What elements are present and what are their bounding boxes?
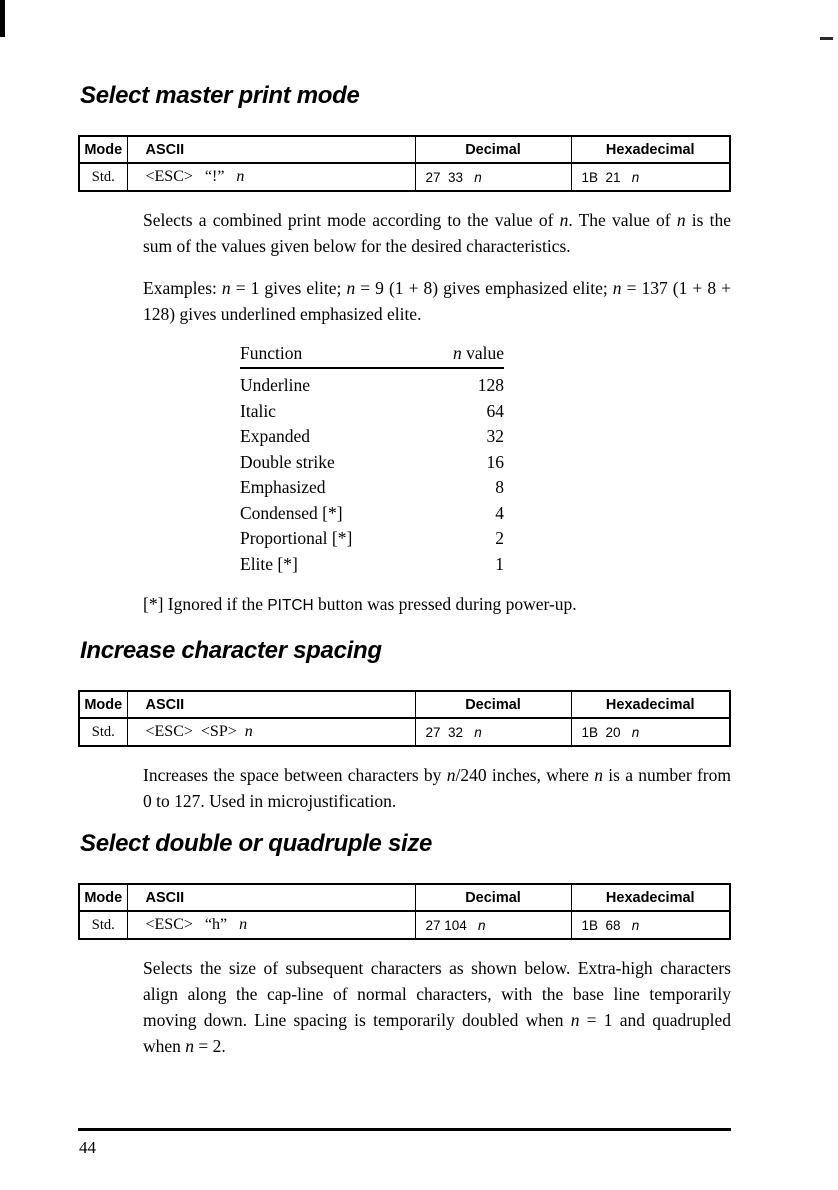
footnote: [*] Ignored if the PITCH button was pressed during power-up. [143, 594, 577, 614]
fn-cell-value: 8 [495, 477, 504, 497]
paragraph: Examples: n = 1 gives elite; n = 9 (1 + 8) gives emphasized elite; n = 137 (1 + 8 + 128) gives underlined emphasized elite. [143, 278, 732, 324]
paragraph: Increases the space between characters by n/240 inches, where n is a number from 0 to 127. Used in microjustification. [143, 765, 731, 811]
section-heading: Select double or quadruple size [80, 830, 433, 857]
command-table [78, 690, 731, 747]
table-row [79, 911, 730, 939]
cell-hexadecimal: 1B 68 n [571, 911, 730, 939]
fn-cell-function: Condensed [*] [240, 502, 343, 523]
cell-mode: Std. [91, 916, 115, 933]
paragraph: Selects the size of subsequent characters as shown below. Extra-high characters align along the cap-line of normal characters, with the base line temporarily moving down. Line spacing is temporarily doubled when n = 1 and quadrupled when n = 2. [143, 958, 731, 1056]
footer-rule [78, 1128, 731, 1131]
cell-hexadecimal: 1B 20 n [571, 718, 730, 746]
fn-cell-function: Emphasized [240, 477, 326, 497]
col-header-decimal: Decimal [415, 691, 571, 718]
fn-cell-value: 16 [486, 451, 504, 472]
fn-cell-function: Proportional [*] [240, 528, 353, 548]
fn-cell-function: Italic [240, 400, 276, 421]
fn-cell-value: 64 [486, 400, 504, 421]
function-table-row [240, 368, 504, 399]
command-table [78, 883, 731, 940]
table-header-row [79, 136, 730, 163]
fn-cell-value: 128 [477, 375, 504, 395]
col-header-ascii: ASCII [127, 136, 415, 163]
col-header-hexadecimal: Hexadecimal [571, 136, 730, 163]
col-header-hexadecimal: Hexadecimal [571, 691, 730, 718]
col-header-ascii: ASCII [127, 691, 415, 718]
fn-cell-function: Expanded [240, 426, 310, 446]
cell-mode: Std. [91, 723, 115, 740]
table-row [79, 163, 730, 191]
col-header-decimal: Decimal [415, 136, 571, 163]
col-header-decimal: Decimal [415, 884, 571, 911]
function-table-row [240, 399, 504, 425]
scan-artifact-right [820, 37, 833, 40]
cell-ascii: <ESC> “!” n [127, 163, 415, 191]
function-table-row [240, 501, 504, 527]
function-table-header-row [240, 343, 504, 368]
table-header-row [79, 884, 730, 911]
cell-decimal: 27 33 n [415, 163, 571, 191]
function-table-row [240, 552, 504, 578]
scan-artifact-left [0, 0, 5, 37]
fn-header-n-value: n value [436, 343, 504, 368]
section-master-print-mode [78, 82, 731, 619]
paragraph: Selects a combined print mode according to the value of n. The value of n is the sum of the values given below for the desired characteristics. [143, 210, 731, 256]
cell-ascii: <ESC> <SP> n [127, 718, 415, 746]
fn-cell-function: Elite [*] [240, 553, 298, 574]
page-content [78, 0, 731, 1075]
command-table [78, 135, 731, 192]
section-heading: Select master print mode [80, 82, 360, 109]
cell-decimal: 27 104 n [415, 911, 571, 939]
fn-header-function: Function [240, 343, 436, 368]
cell-ascii: <ESC> “h” n [127, 911, 415, 939]
fn-cell-value: 32 [486, 426, 504, 446]
section-increase-character-spacing [78, 637, 731, 814]
col-header-mode: Mode [79, 884, 127, 911]
table-header-row [79, 691, 730, 718]
col-header-ascii: ASCII [127, 884, 415, 911]
function-value-table [240, 343, 504, 577]
fn-cell-function: Double strike [240, 451, 335, 472]
fn-cell-value: 1 [495, 553, 504, 574]
function-table-row [240, 475, 504, 501]
col-header-hexadecimal: Hexadecimal [571, 884, 730, 911]
page-number: 44 [79, 1138, 96, 1157]
section-double-or-quadruple-size [78, 830, 731, 1059]
cell-mode: Std. [91, 168, 115, 185]
col-header-mode: Mode [79, 691, 127, 718]
function-table-row [240, 424, 504, 450]
function-table-row [240, 526, 504, 552]
col-header-mode: Mode [79, 136, 127, 163]
fn-cell-value: 4 [495, 502, 504, 523]
section-heading: Increase character spacing [80, 637, 382, 664]
function-table-row [240, 450, 504, 476]
cell-hexadecimal: 1B 21 n [571, 163, 730, 191]
fn-cell-function: Underline [240, 375, 310, 395]
table-row [79, 718, 730, 746]
fn-cell-value: 2 [495, 528, 504, 548]
cell-decimal: 27 32 n [415, 718, 571, 746]
